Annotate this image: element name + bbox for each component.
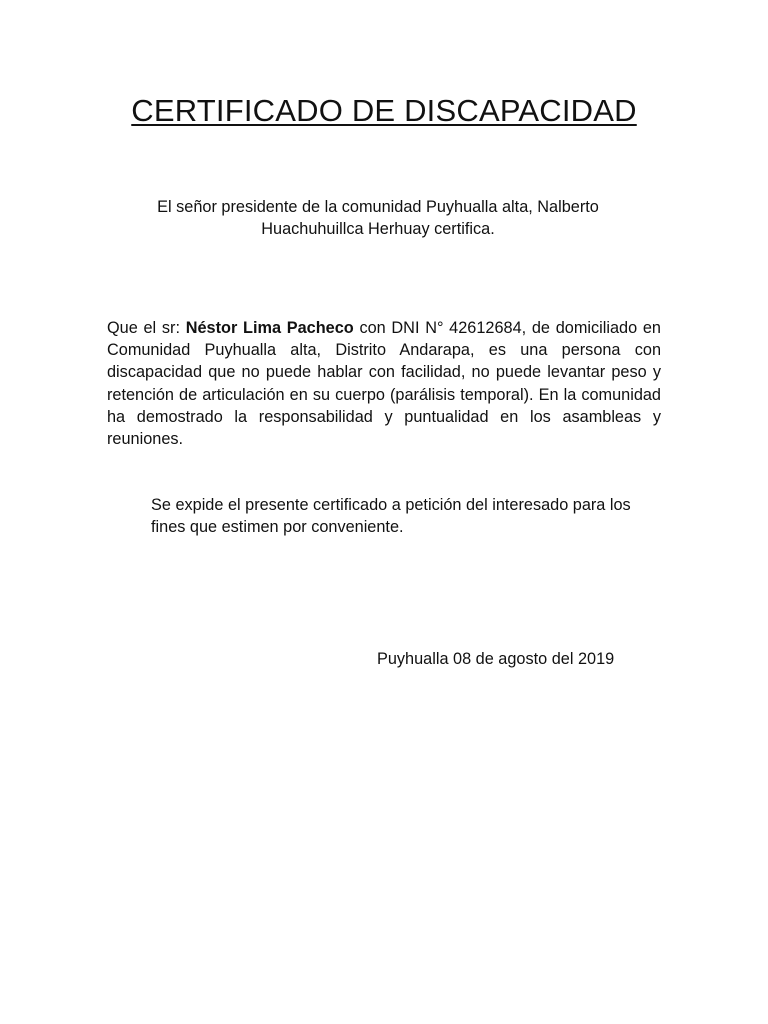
- body-rest: con DNI N° 42612684, de domiciliado en Comunidad Puyhualla alta, Distrito Andarapa, es una persona con discapacidad que no puede hablar con facilidad, no puede levantar peso y retención de articulación en su cuerpo (parálisis temporal). En la comunidad ha demostrado la responsabilidad y puntualidad en los asambleas y reuniones.: [107, 319, 661, 449]
- place-date: Puyhualla 08 de agosto del 2019: [377, 650, 615, 668]
- person-name: Néstor Lima Pacheco: [185, 319, 354, 337]
- body-prefix: Que el sr:: [107, 319, 186, 337]
- intro-paragraph: El señor presidente de la comunidad Puyhualla alta, Nalberto Huachuhuillca Herhuay certifica.: [157, 198, 599, 238]
- closing-paragraph: Se expide el presente certificado a petición del interesado para los fines que estimen por conveniente.: [151, 496, 631, 536]
- body-paragraph: [107, 317, 661, 450]
- document-title: CERTIFICADO DE DISCAPACIDAD: [131, 93, 637, 128]
